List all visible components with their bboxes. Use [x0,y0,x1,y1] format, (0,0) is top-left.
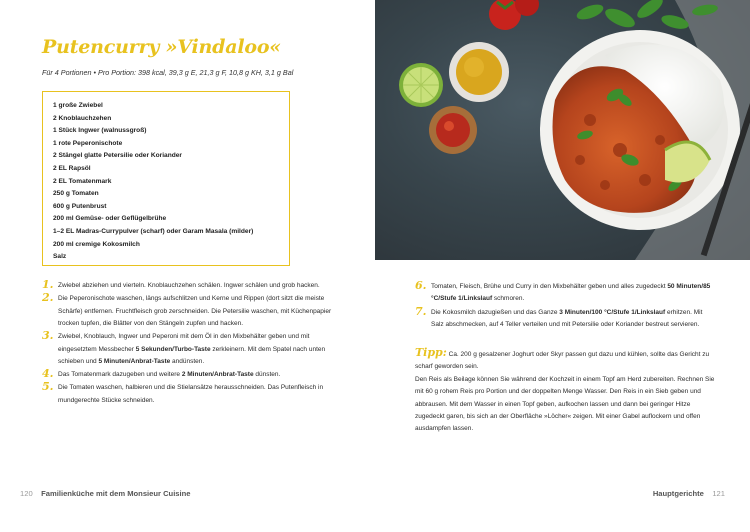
food-photo-illustration [375,0,750,260]
footer-right [653,489,725,498]
step-number: 3. [42,329,54,343]
page-number-left: 120 [20,489,33,498]
ingredient-item: 250 g Tomaten [53,190,99,198]
ingredient-item: 2 EL Rapsöl [53,164,91,172]
step-number: 1. [42,278,54,291]
step-number: 4. [42,367,54,381]
ingredient-item: 1 rote Peperonischote [53,139,123,147]
step-text: andünsten. [170,358,205,366]
step-item [415,304,715,332]
recipe-photo [375,0,750,260]
tip-block [415,347,715,436]
ingredient-item: 200 ml cremige Kokosmilch [53,240,140,248]
step-text: Zwiebel abziehen und vierteln. Knoblauchzehen schälen. Ingwer schälen und grob hacken. [58,282,320,289]
step-text: Die Peperonischote waschen, längs aufschlitzen und Kerne und Rippen (dort sitzt die meiste Schärfe) entfernen. Fruchtfleisch grob zerschneiden. Die Petersilie waschen, mit Küchenpapier trocken tupfen, die Blätter von den Stängeln zupfen und hacken. [58,295,332,328]
step-number: 2. [42,291,54,305]
ingredient-item: 2 Stängel glatte Petersilie oder Koriander [53,152,182,160]
step-setting: 50 Minuten/85 °C/Stufe 1/Linkslauf [431,283,711,303]
step-number: 6. [415,279,427,292]
ingredient-item: 2 EL Tomatenmark [53,177,112,185]
ingredient-item: 1 große Zwiebel [53,102,103,109]
step-setting: 2 Minuten/Anbrat-Taste [181,371,254,379]
step-number: 5. [42,380,54,394]
step-setting: 3 Minuten/100 °C/Stufe 1/Linkslauf [559,308,666,316]
step-number: 7. [415,304,427,318]
step-item [42,331,342,368]
ingredient-item: 200 ml Gemüse- oder Geflügelbrühe [53,215,167,223]
ingredient-item: Salz [53,253,67,261]
tip-extra-text: Den Reis als Beilage können Sie während der Kochzeit in einem Topf am Herd zubereiten. Rechnen Sie mit 60 g rohem Reis pro Portion und der doppelten Menge Wasser. Den Reis in ein Sieb geben und abbrausen. Mit dem Wasser in einen Topf geben, aufkochen lassen und dann bei geringer Hitze zugedeckt garen, bis sich an der Oberfläche »Löcher« zeigen. Mit einer Gabel auflockern und offen ausdampfen lassen. [415,375,715,433]
steps-list-right [415,281,715,332]
step-item [415,281,715,306]
ingredients-box [42,91,290,266]
recipe-title: Putencurry »Vindaloo« [42,36,281,58]
step-text: dünsten. [253,371,281,379]
step-setting: 5 Sekunden/Turbo-Taste [135,345,211,353]
recipe-servings: Für 4 Portionen • Pro Portion: 398 kcal, 39,3 g E, 21,3 g F, 10,8 g KH, 3,1 g Bal [42,68,294,77]
ingredient-item: 1 Stück Ingwer (walnussgroß) [53,127,147,135]
step-item [42,293,342,330]
step-setting: 5 Minuten/Anbrat-Taste [98,358,171,366]
step-text: erhitzen. Mit Salz abschmecken, auf 4 Teller verteilen und mit Petersilie oder Koriander bestreut servieren. [431,308,703,329]
step-text: Die Kokosmilch dazugießen und das Ganze [431,308,560,316]
step-text: Das Tomatenmark dazugeben und weitere [58,371,182,379]
ingredient-item: 2 Knoblauchzehen [53,114,112,122]
ingredient-item: 1–2 EL Madras-Currypulver (scharf) oder Garam Masala (milder) [53,227,254,235]
chapter-title: Hauptgerichte [652,489,704,498]
tip-text: Ca. 200 g gesalzener Joghurt oder Skyr passen gut dazu und kühlen, sollte das Gericht zu scharf geworden sein. [415,351,710,371]
steps-list-left [42,280,342,408]
right-page [375,0,750,532]
ingredient-item: 600 g Putenbrust [53,202,107,210]
step-item [42,280,342,292]
book-title: Familienküche mit dem Monsieur Cuisine [41,489,191,498]
ingredients-list [53,100,279,264]
tip-label: Tipp: [415,346,447,359]
step-text: Die Tomaten waschen, halbieren und die Stielansätze herausschneiden. Das Putenfleisch in mundgerechte Stücke schneiden. [58,384,324,404]
step-text: schmoren. [492,295,525,303]
step-item [42,382,342,407]
step-text: Tomaten, Fleisch, Brühe und Curry in den Mixbehälter geben und alles zugedeckt [431,283,668,290]
footer-left [20,489,191,498]
page-number-right: 121 [712,489,725,498]
step-text: Zwiebel, Knoblauch, Ingwer und Peperoni mit dem Öl in den Mixbehälter geben und mit eingesetztem Messbecher [58,333,310,353]
step-text: zerkleinern. Mit dem Spatel nach unten schieben und [58,345,326,366]
step-item [42,369,342,381]
